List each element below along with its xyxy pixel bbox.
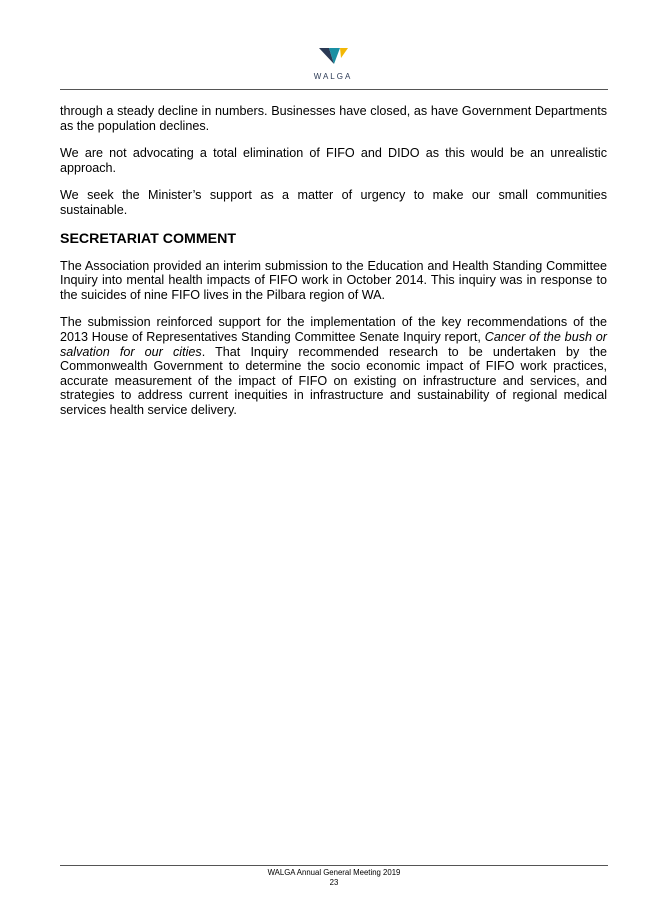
page-footer [60, 868, 608, 887]
header-divider [60, 89, 608, 90]
report-title-italic: Cancer of the bush or salvation for our cities [60, 329, 607, 359]
logo-wordmark: WALGA [313, 72, 353, 81]
page-header [0, 0, 653, 92]
page-number: 23 [329, 877, 339, 887]
paragraph-not-advocating: We are not advocating a total elimination of FIFO and DIDO as this would be an unrealistic approach. [60, 146, 607, 175]
paragraph-text-part2: . That Inquiry recommended research to be undertaken by the Commonwealth Government to determine the socio economic impact of FIFO work practices, accurate measurement of the impact of FIFO on existing on infrastructure and services, and strategies to address current inequities in infrastructure and sustainability of regional medical services health service delivery. [60, 344, 607, 417]
paragraph-minister-support: We seek the Minister’s support as a matter of urgency to make our small communities sustainable. [60, 188, 607, 217]
paragraph-text-part1: The submission reinforced support for the implementation of the key recommendations of the 2013 House of Representatives Standing Committee Senate Inquiry report, [60, 315, 607, 344]
document-body [60, 104, 607, 431]
footer-divider [60, 865, 608, 866]
paragraph-interim-submission: The Association provided an interim submission to the Education and Health Standing Committee Inquiry into mental health impacts of FIFO work in October 2014. This inquiry was in response to the suicides of nine FIFO lives in the Pilbara region of WA. [60, 258, 607, 302]
footer-title: WALGA Annual General Meeting 2019 [267, 868, 401, 877]
paragraph-submission-reinforced [60, 315, 607, 417]
paragraph-decline: through a steady decline in numbers. Businesses have closed, as have Government Departments as the population declines. [60, 104, 607, 133]
section-heading: SECRETARIAT COMMENT [60, 230, 237, 247]
